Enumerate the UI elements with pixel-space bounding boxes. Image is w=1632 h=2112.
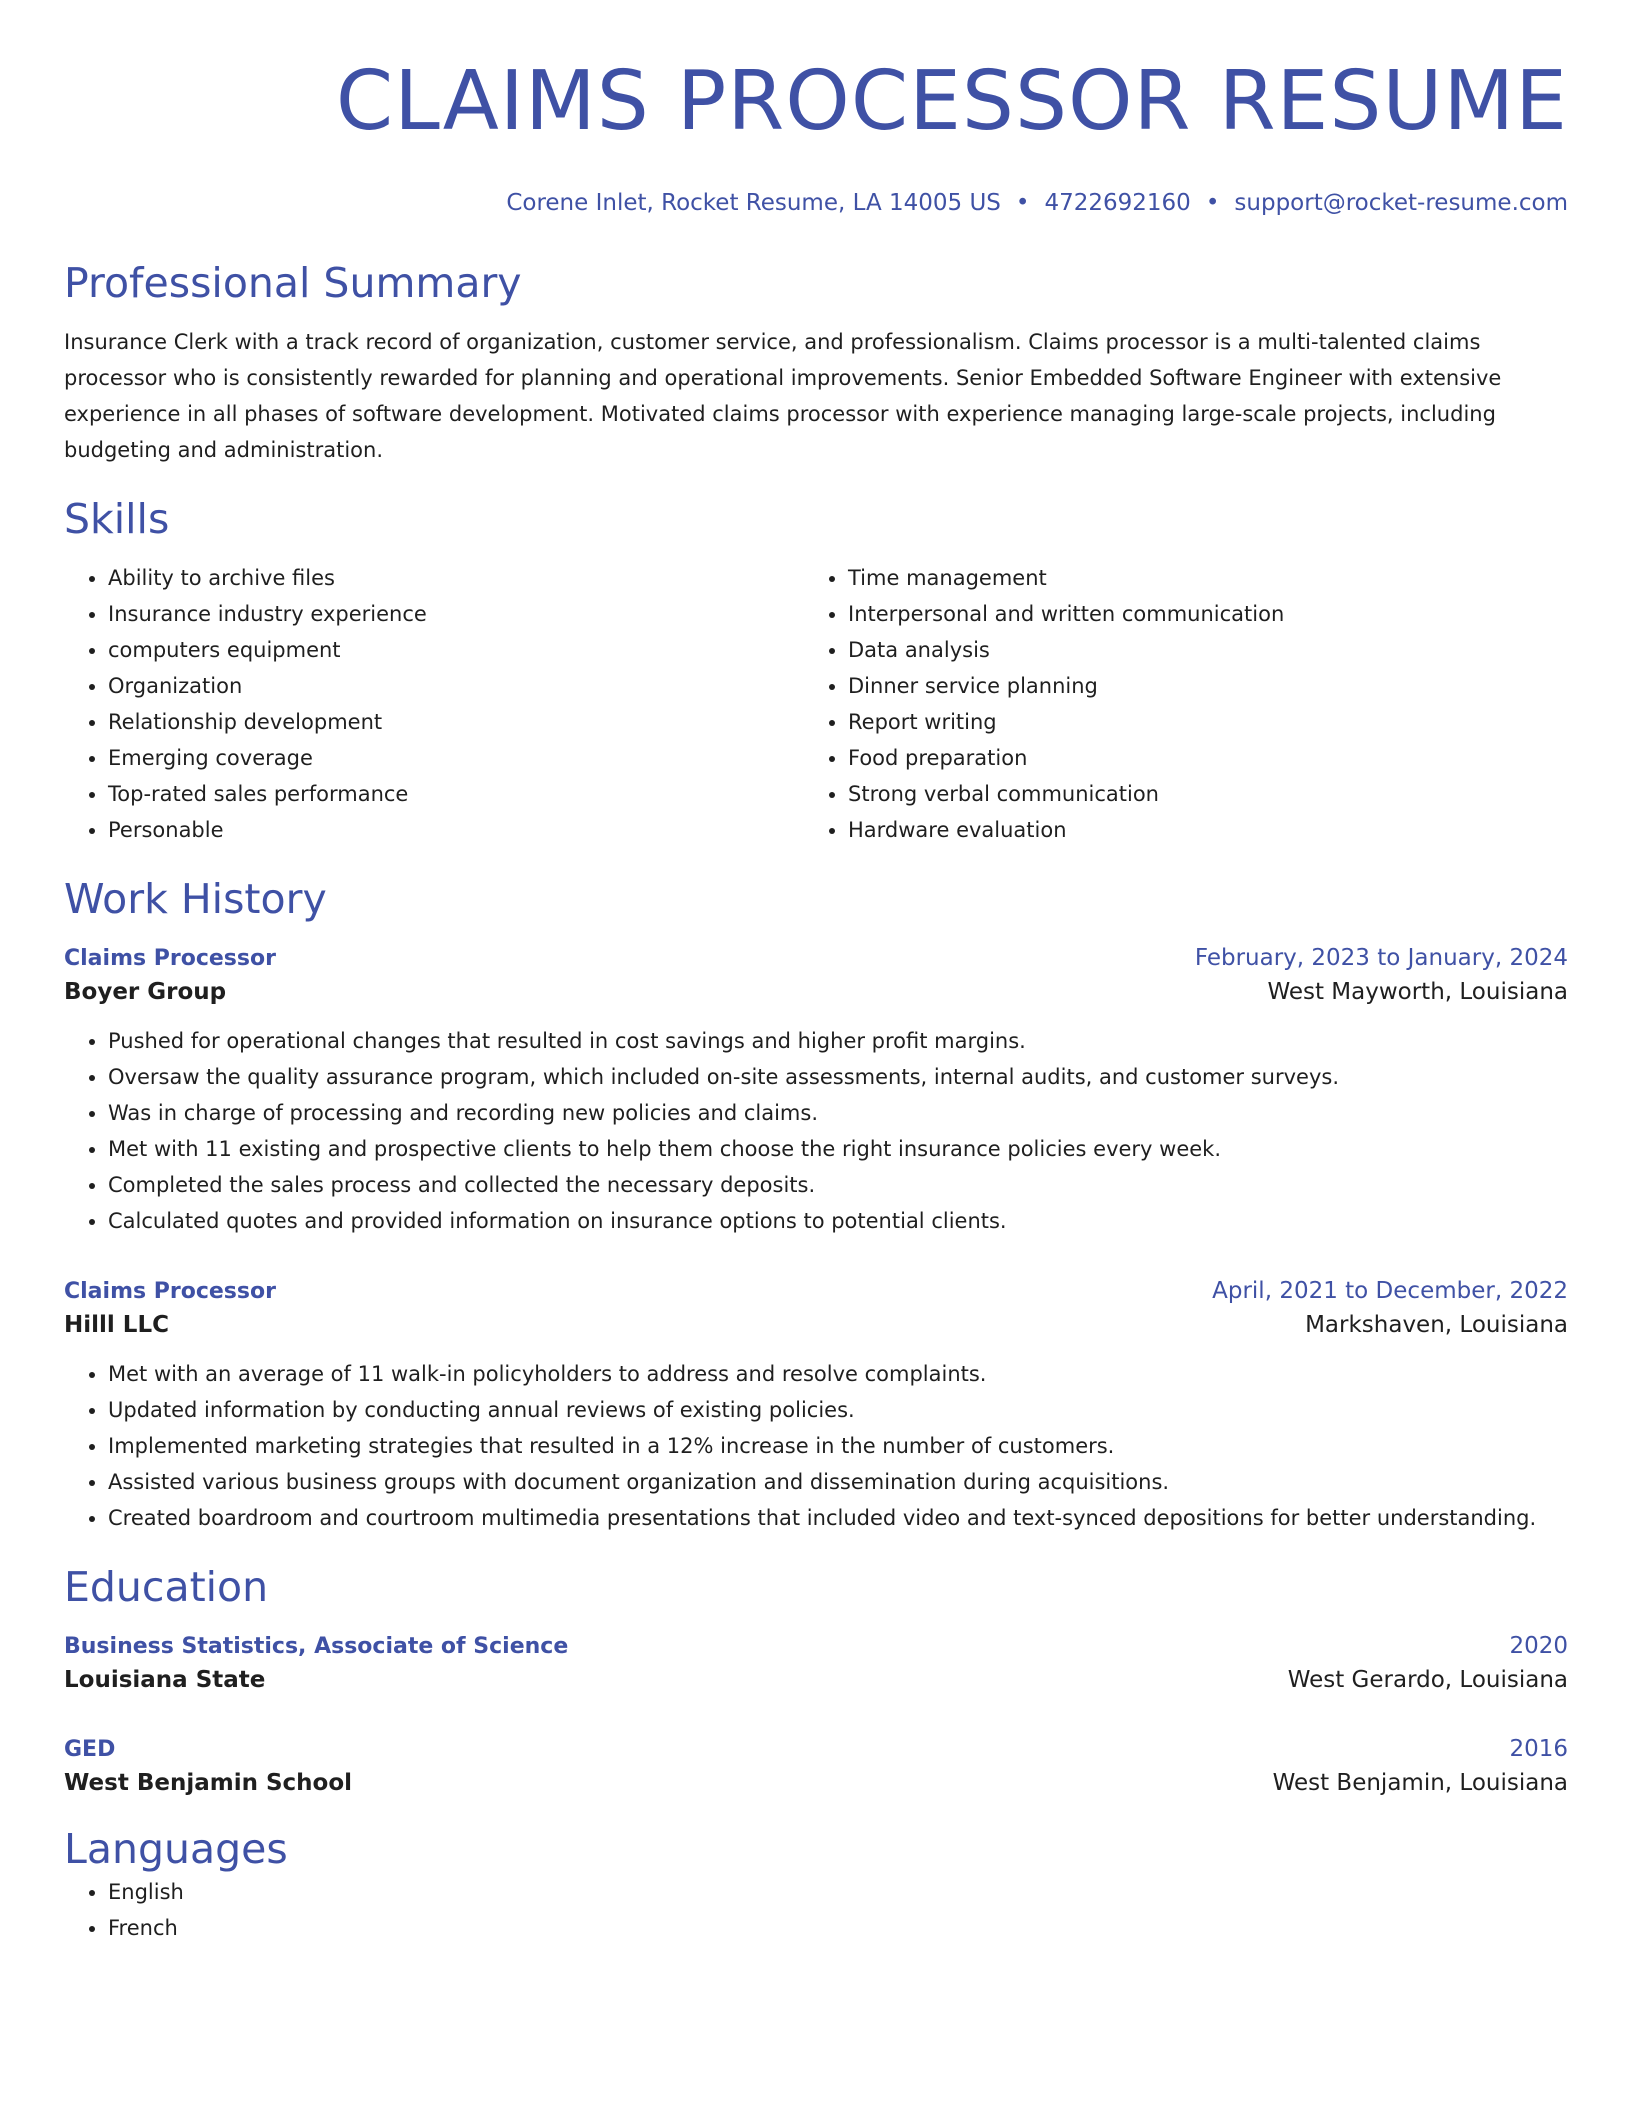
resume-header [64,52,1568,218]
education-header-row [64,1733,1568,1766]
job-bullets [64,1356,1568,1536]
job-bullet: • Assisted various business groups with document organization and dissemination during acquisitions. [108,1464,1568,1500]
job-header-row [64,1275,1568,1308]
skills-section [64,494,1568,848]
summary-text: Insurance Clerk with a track record of organization, customer service, and professionalism. Claims processor is a multi-talented claims processor who is consistently rewarded for planning and operational improvements. Senior Embedded Software Engineer with extensive experience in all phases of software development. Motivated claims processor with experience managing large-scale projects, including budgeting and administration. [64,330,1502,462]
skill-item: • Data analysis [848,632,1544,668]
resume-title: CLAIMS PROCESSOR RESUME [335,54,1568,149]
education-header-row [64,1630,1568,1663]
education-location: West Gerardo, Louisiana [1287,1667,1568,1693]
job-company-row [64,1308,1568,1342]
skill-item: • Insurance industry experience [108,596,804,632]
education-entry [64,1733,1568,1800]
job-bullets [64,1023,1568,1239]
contact-separator: • [1015,190,1030,216]
skill-item: • computers equipment [108,632,804,668]
job-entry [64,942,1568,1239]
skill-item: • Hardware evaluation [848,812,1544,848]
job-location: West Mayworth, Louisiana [1267,979,1568,1005]
contact-line [64,188,1568,218]
skill-item: • Ability to archive files [108,560,804,596]
job-bullet: • Met with 11 existing and prospective clients to help them choose the right insurance policies every week. [108,1131,1568,1167]
skill-item: • Strong verbal communication [848,776,1544,812]
skill-item: • Dinner service planning [848,668,1544,704]
job-company: Boyer Group [64,979,227,1005]
section-title-languages: Languages [64,1825,288,1873]
skill-item: • Emerging coverage [108,740,804,776]
skill-item: • Food preparation [848,740,1544,776]
skill-item: • Personable [108,812,804,848]
job-location: Markshaven, Louisiana [1305,1312,1568,1338]
skill-item: • Interpersonal and written communication [848,596,1544,632]
contact-separator: • [1205,190,1220,216]
education-year: 2016 [1509,1736,1568,1762]
contact-phone: 4722692160 [1044,190,1191,216]
skill-item: • Organization [108,668,804,704]
education-school-row [64,1663,1568,1697]
education-school: Louisiana State [64,1667,266,1693]
language-item: • English [108,1874,1568,1910]
skill-item: • Time management [848,560,1544,596]
job-bullet: • Oversaw the quality assurance program, which included on-site assessments, internal audits, and customer surveys. [108,1059,1568,1095]
education-location: West Benjamin, Louisiana [1272,1770,1568,1796]
job-bullet: • Met with an average of 11 walk-in policyholders to address and resolve complaints. [108,1356,1568,1392]
job-role: Claims Processor [64,1279,276,1304]
job-bullet: • Pushed for operational changes that resulted in cost savings and higher profit margins. [108,1023,1568,1059]
job-dates: April, 2021 to December, 2022 [1212,1278,1568,1304]
job-bullet: • Calculated quotes and provided information on insurance options to potential clients. [108,1203,1568,1239]
job-bullet: • Was in charge of processing and recording new policies and claims. [108,1095,1568,1131]
education-entry [64,1630,1568,1697]
section-title-education: Education [64,1563,269,1611]
job-company: Hilll LLC [64,1312,169,1338]
job-bullet: • Updated information by conducting annual reviews of existing policies. [108,1392,1568,1428]
skill-item: • Top-rated sales performance [108,776,804,812]
education-degree: GED [64,1737,116,1762]
languages-section [64,1824,1568,1946]
education-school-row [64,1766,1568,1800]
skill-item: • Report writing [848,704,1544,740]
section-title-skills: Skills [64,495,170,543]
job-role: Claims Processor [64,946,276,971]
language-item: • French [108,1910,1568,1946]
skills-list-left [64,560,804,848]
languages-list [64,1874,1568,1946]
section-title-summary: Professional Summary [64,259,522,307]
job-bullet: • Implemented marketing strategies that resulted in a 12% increase in the number of customers. [108,1428,1568,1464]
contact-address: Corene Inlet, Rocket Resume, LA 14005 US [506,190,1001,216]
job-bullet: • Completed the sales process and collected the necessary deposits. [108,1167,1568,1203]
skills-columns [64,560,1568,848]
contact-email: support@rocket-resume.com [1234,190,1568,216]
education-school: West Benjamin School [64,1770,353,1796]
job-header-row [64,942,1568,975]
job-bullet: • Created boardroom and courtroom multimedia presentations that included video and text-synced depositions for better understanding. [108,1500,1568,1536]
work-history-section [64,874,1568,1536]
education-year: 2020 [1509,1633,1568,1659]
section-title-work-history: Work History [64,875,327,923]
education-degree: Business Statistics, Associate of Science [64,1634,569,1659]
education-section [64,1562,1568,1800]
job-entry [64,1275,1568,1536]
job-dates: February, 2023 to January, 2024 [1194,945,1568,971]
job-company-row [64,975,1568,1009]
skills-list-right [804,560,1544,848]
skill-item: • Relationship development [108,704,804,740]
professional-summary-section [64,258,1568,468]
